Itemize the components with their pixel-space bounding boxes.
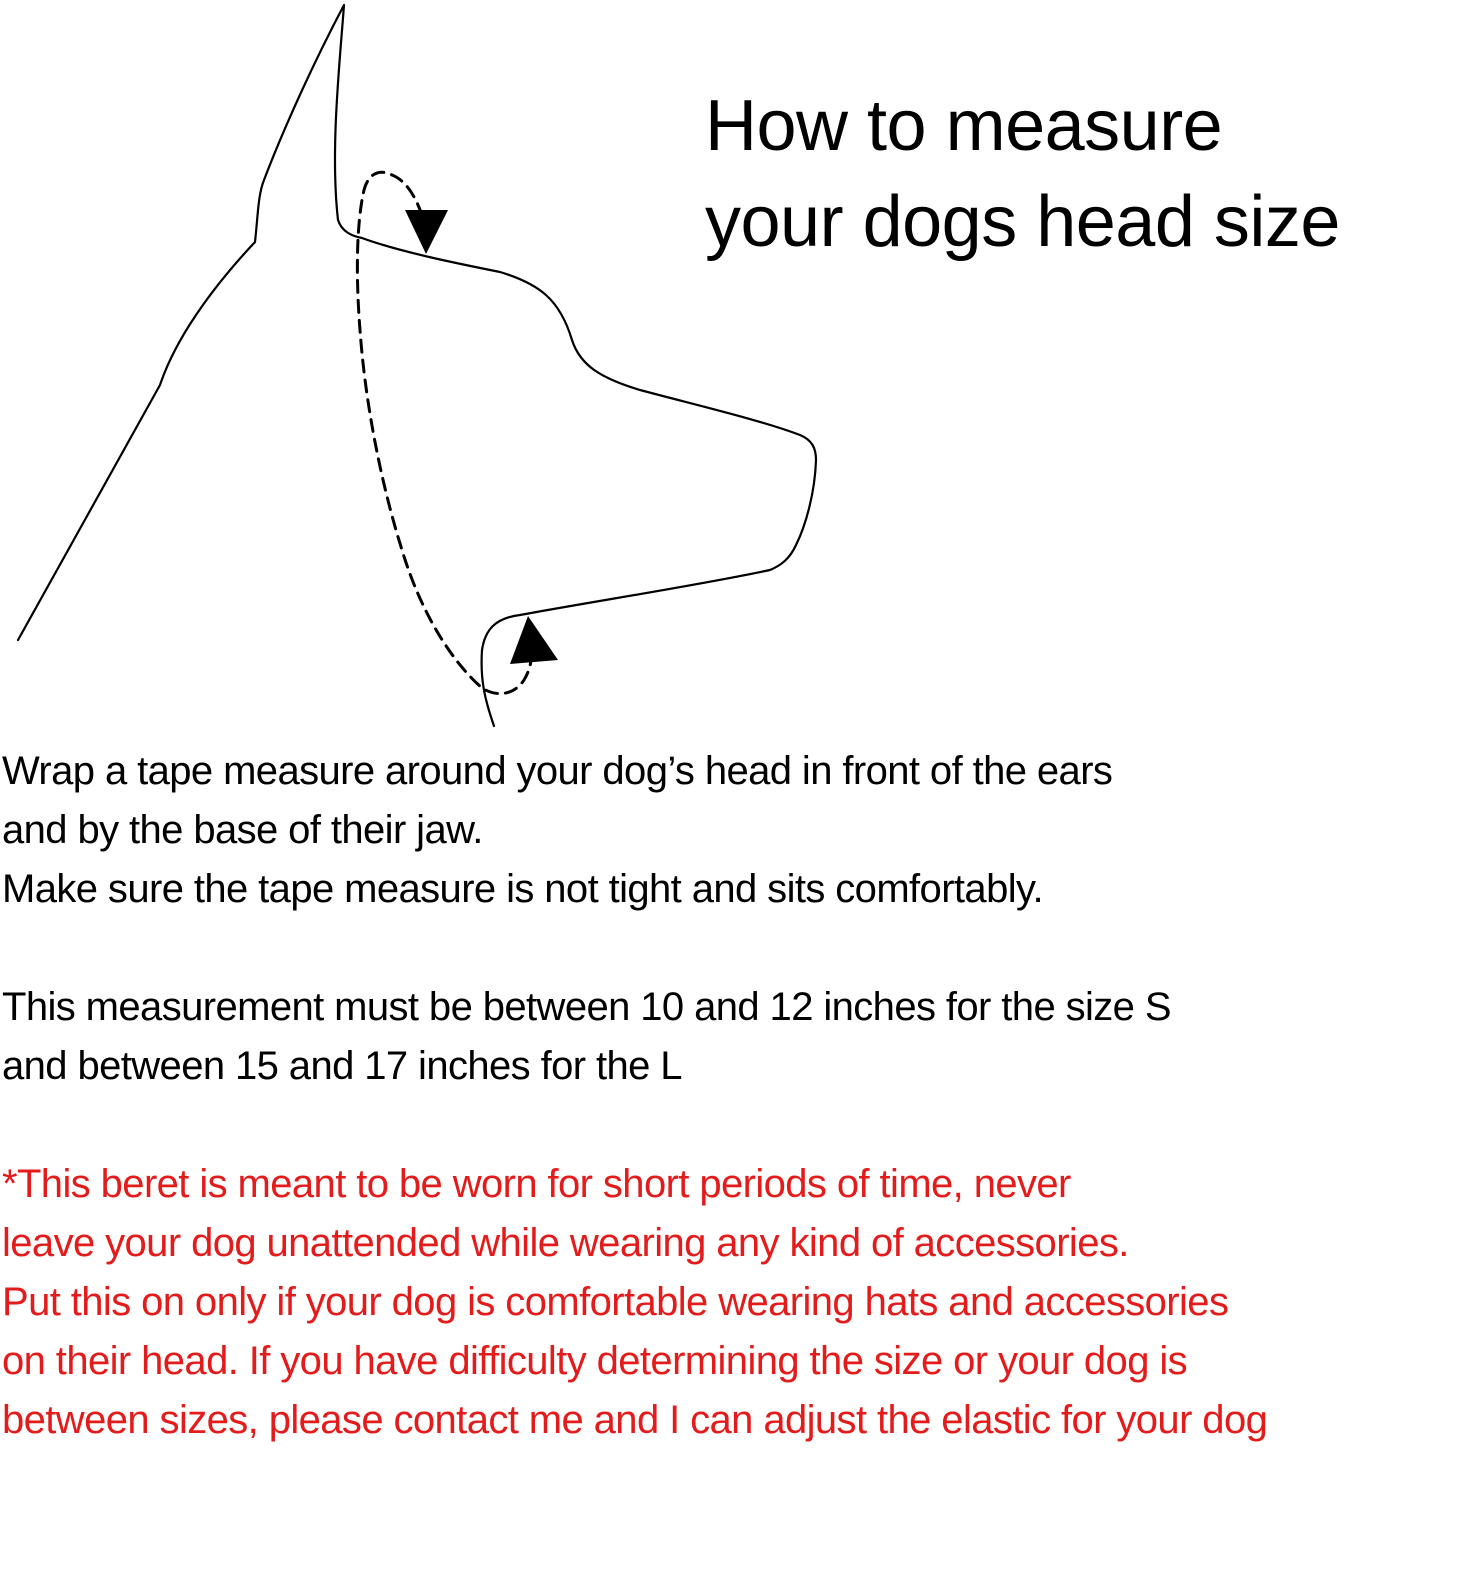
instruction-line-1: Wrap a tape measure around your dog’s head in front of the ears	[2, 749, 1113, 793]
size-line-1: This measurement must be between 10 and 12 inches for the size S	[2, 985, 1171, 1029]
warning-line-4: on their head. If you have difficulty determining the size or your dog is	[2, 1339, 1188, 1383]
dog-head-outline	[18, 5, 816, 726]
instruction-line-2: and by the base of their jaw.	[2, 808, 483, 852]
measuring-instructions	[2, 742, 1452, 919]
size-ranges	[2, 978, 1452, 1096]
tape-measure-loop	[357, 172, 532, 693]
size-line-2: and between 15 and 17 inches for the L	[2, 1044, 682, 1088]
warning-line-2: leave your dog unattended while wearing any kind of accessories.	[2, 1221, 1129, 1265]
title-line-2: your dogs head size	[705, 182, 1340, 262]
warning-line-3: Put this on only if your dog is comfortable wearing hats and accessories	[2, 1280, 1229, 1324]
arrow-down-icon	[405, 210, 448, 254]
title-line-1: How to measure	[705, 86, 1223, 166]
safety-warning	[2, 1155, 1452, 1450]
diagram-title	[705, 78, 1445, 270]
warning-line-5: between sizes, please contact me and I can adjust the elastic for your dog	[2, 1398, 1268, 1442]
arrow-up-icon	[510, 616, 558, 664]
warning-line-1: *This beret is meant to be worn for short periods of time, never	[2, 1162, 1071, 1206]
instruction-line-3: Make sure the tape measure is not tight and sits comfortably.	[2, 867, 1043, 911]
